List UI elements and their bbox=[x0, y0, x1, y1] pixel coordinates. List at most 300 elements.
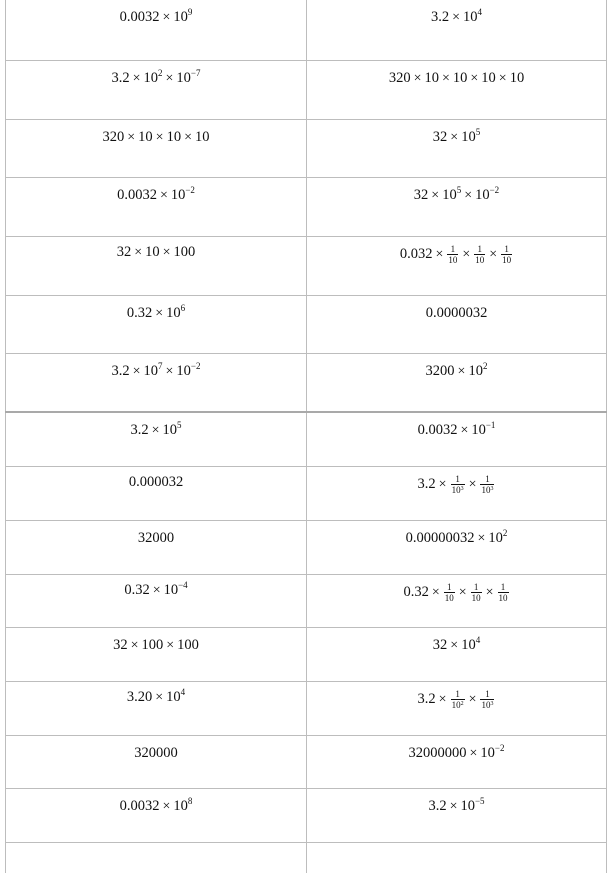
times-operator: × bbox=[441, 71, 450, 86]
power-term bbox=[442, 187, 461, 204]
left-card bbox=[5, 413, 306, 466]
term-base: 3200 bbox=[425, 363, 455, 379]
term-exponent: −2 bbox=[190, 361, 201, 371]
term-base: 3.20 bbox=[126, 689, 153, 705]
term-base: 10 bbox=[170, 187, 186, 203]
math-expression bbox=[400, 244, 513, 265]
math-expression bbox=[418, 474, 496, 495]
right-card bbox=[306, 682, 607, 735]
power-term bbox=[461, 637, 480, 654]
times-operator: × bbox=[431, 584, 440, 600]
times-operator: × bbox=[469, 746, 478, 761]
term-base: 10 bbox=[460, 798, 475, 814]
card-row bbox=[5, 178, 607, 237]
number-term bbox=[130, 422, 148, 439]
power-term bbox=[163, 422, 182, 439]
term-base: 10 bbox=[194, 129, 210, 145]
times-operator: × bbox=[449, 799, 458, 814]
term-exponent: 5 bbox=[475, 127, 481, 137]
term-base: 0.032 bbox=[399, 245, 433, 262]
fraction-term bbox=[451, 474, 465, 495]
term-base: 0.00000032 bbox=[405, 530, 475, 546]
number-term bbox=[113, 637, 128, 654]
times-operator: × bbox=[184, 130, 192, 145]
card-row bbox=[5, 237, 607, 296]
number-term bbox=[433, 129, 448, 146]
term-base: 320000 bbox=[134, 745, 178, 761]
math-expression bbox=[111, 70, 200, 87]
term-base: 10 bbox=[176, 363, 191, 379]
times-operator: × bbox=[450, 130, 459, 145]
times-operator: × bbox=[162, 245, 171, 260]
term-base: 10 bbox=[143, 70, 159, 86]
power-term bbox=[173, 798, 192, 815]
term-base: 10 bbox=[424, 70, 439, 86]
denominator-base: 10 bbox=[475, 255, 485, 265]
term-exponent: 2 bbox=[158, 68, 163, 78]
math-expression bbox=[124, 582, 187, 599]
card-row bbox=[5, 0, 607, 61]
math-expression bbox=[120, 798, 193, 815]
denominator-base: 10 bbox=[451, 700, 461, 710]
times-operator: × bbox=[151, 423, 160, 438]
left-card bbox=[5, 575, 306, 627]
denominator-exponent: 3 bbox=[490, 701, 494, 707]
left-card bbox=[5, 521, 306, 574]
term-base: 10 bbox=[488, 530, 503, 546]
times-operator: × bbox=[413, 71, 422, 86]
card-row bbox=[5, 467, 607, 521]
times-operator: × bbox=[450, 638, 459, 653]
term-base: 0.000032 bbox=[128, 474, 184, 490]
times-operator: × bbox=[460, 423, 469, 438]
denominator-base: 10 bbox=[471, 593, 481, 603]
right-card bbox=[306, 120, 607, 177]
math-expression bbox=[406, 530, 508, 547]
term-base: 3.2 bbox=[417, 475, 436, 492]
term-base: 0.0032 bbox=[417, 422, 458, 438]
right-card bbox=[306, 296, 607, 353]
term-exponent: 4 bbox=[180, 687, 186, 697]
math-expression bbox=[433, 129, 480, 146]
right-card bbox=[306, 467, 607, 520]
card-row bbox=[5, 354, 607, 413]
denominator-base: 10 bbox=[448, 255, 458, 265]
card-row bbox=[5, 736, 607, 789]
number-term bbox=[431, 9, 449, 26]
power-term bbox=[144, 363, 163, 380]
number-term bbox=[426, 363, 455, 380]
term-base: 10 bbox=[166, 305, 181, 321]
fraction-denominator bbox=[480, 699, 494, 710]
term-base: 10 bbox=[166, 689, 181, 705]
number-term bbox=[414, 187, 429, 204]
times-operator: × bbox=[489, 246, 498, 262]
number-term bbox=[481, 70, 496, 87]
card-row bbox=[5, 296, 607, 354]
times-operator: × bbox=[470, 71, 479, 86]
term-base: 32000 bbox=[137, 530, 175, 546]
fraction-numerator: 1 bbox=[485, 689, 490, 699]
times-operator: × bbox=[130, 638, 139, 653]
card-row bbox=[5, 413, 607, 467]
fraction-term bbox=[447, 244, 458, 265]
right-card bbox=[306, 628, 607, 681]
term-base: 100 bbox=[177, 637, 199, 653]
right-card bbox=[306, 0, 607, 60]
left-card bbox=[5, 354, 306, 411]
card-row bbox=[5, 628, 607, 682]
number-term bbox=[120, 9, 160, 26]
times-operator: × bbox=[155, 690, 164, 705]
number-term bbox=[195, 129, 210, 146]
fraction-denominator bbox=[501, 254, 512, 265]
math-expression bbox=[418, 689, 496, 710]
denominator-exponent: 3 bbox=[490, 486, 494, 492]
math-expression bbox=[403, 582, 509, 603]
term-base: 32000000 bbox=[408, 745, 467, 761]
times-operator: × bbox=[452, 10, 461, 25]
times-operator: × bbox=[127, 130, 136, 145]
denominator-base: 10 bbox=[498, 593, 508, 603]
number-term bbox=[117, 244, 132, 261]
number-term bbox=[403, 584, 428, 601]
math-expression bbox=[418, 422, 496, 439]
math-expression bbox=[431, 9, 482, 26]
term-base: 0.0032 bbox=[117, 187, 157, 203]
math-expression bbox=[117, 187, 195, 204]
power-term bbox=[176, 363, 200, 380]
term-base: 32 bbox=[432, 129, 448, 145]
card-row bbox=[5, 789, 607, 843]
term-base: 10 bbox=[162, 422, 178, 438]
term-exponent: 2 bbox=[482, 361, 488, 371]
times-operator: × bbox=[132, 364, 141, 379]
term-exponent: 5 bbox=[177, 420, 182, 430]
math-expression bbox=[414, 187, 499, 204]
term-base: 0.32 bbox=[126, 305, 153, 321]
power-term bbox=[488, 530, 507, 547]
right-card bbox=[306, 413, 607, 466]
fraction-term bbox=[471, 582, 482, 603]
number-term bbox=[103, 129, 125, 146]
card-row bbox=[5, 521, 607, 575]
times-operator: × bbox=[165, 71, 174, 86]
math-expression bbox=[120, 9, 193, 26]
power-term bbox=[171, 187, 195, 204]
denominator-base: 10 bbox=[502, 255, 512, 265]
fraction-numerator: 1 bbox=[504, 244, 509, 254]
fraction-term bbox=[498, 582, 509, 603]
math-expression bbox=[130, 422, 181, 439]
term-exponent: −5 bbox=[474, 796, 485, 806]
right-card bbox=[306, 178, 607, 236]
left-card bbox=[5, 789, 306, 842]
fraction-numerator: 1 bbox=[455, 474, 460, 484]
term-base: 10 bbox=[138, 129, 153, 145]
times-operator: × bbox=[162, 10, 171, 25]
term-exponent: 5 bbox=[456, 185, 462, 195]
term-exponent: −2 bbox=[489, 185, 500, 195]
term-base: 10 bbox=[480, 745, 495, 761]
fraction-numerator: 1 bbox=[446, 582, 452, 592]
number-term bbox=[433, 637, 448, 654]
expression-card-grid bbox=[5, 0, 607, 873]
power-term bbox=[468, 363, 487, 380]
times-operator: × bbox=[438, 691, 447, 707]
left-card bbox=[5, 178, 306, 236]
right-card bbox=[306, 354, 607, 411]
term-base: 10 bbox=[143, 363, 159, 379]
term-base: 100 bbox=[173, 244, 196, 260]
term-base: 10 bbox=[509, 70, 525, 86]
power-term bbox=[164, 582, 188, 599]
right-card bbox=[306, 789, 607, 842]
right-card bbox=[306, 843, 607, 873]
fraction-denominator bbox=[451, 484, 465, 495]
term-exponent: −7 bbox=[190, 68, 201, 78]
number-term bbox=[117, 187, 157, 204]
math-expression bbox=[426, 305, 488, 322]
number-term bbox=[453, 70, 468, 87]
fraction-denominator bbox=[474, 254, 485, 265]
term-base: 3.2 bbox=[428, 798, 447, 814]
card-row bbox=[5, 682, 607, 736]
times-operator: × bbox=[477, 531, 486, 546]
term-base: 32 bbox=[113, 637, 128, 653]
number-term bbox=[129, 474, 183, 491]
right-card bbox=[306, 61, 607, 119]
fraction-numerator: 1 bbox=[485, 474, 490, 484]
card-row bbox=[5, 575, 607, 628]
number-term bbox=[409, 745, 467, 762]
term-base: 0.32 bbox=[124, 582, 150, 598]
times-operator: × bbox=[468, 476, 477, 492]
number-term bbox=[389, 70, 411, 87]
times-operator: × bbox=[166, 638, 175, 653]
term-base: 10 bbox=[176, 70, 191, 86]
term-base: 10 bbox=[145, 244, 160, 260]
power-term bbox=[144, 70, 163, 87]
number-term bbox=[510, 70, 525, 87]
power-term bbox=[463, 9, 482, 26]
number-term bbox=[124, 582, 149, 599]
number-term bbox=[138, 129, 153, 146]
fraction-numerator: 1 bbox=[500, 582, 506, 592]
times-operator: × bbox=[165, 364, 174, 379]
times-operator: × bbox=[435, 246, 444, 262]
number-term bbox=[134, 745, 178, 762]
term-base: 10 bbox=[471, 422, 486, 438]
times-operator: × bbox=[162, 799, 171, 814]
fraction-denominator bbox=[451, 699, 465, 710]
math-expression bbox=[103, 129, 210, 146]
number-term bbox=[418, 476, 436, 493]
left-card bbox=[5, 682, 306, 735]
number-term bbox=[111, 363, 129, 380]
math-expression bbox=[389, 70, 524, 87]
term-exponent: 4 bbox=[477, 7, 483, 17]
power-term bbox=[471, 422, 495, 439]
fraction-term bbox=[451, 689, 465, 710]
term-base: 32 bbox=[432, 637, 448, 653]
fraction-denominator bbox=[471, 592, 482, 603]
fraction-numerator: 1 bbox=[455, 689, 460, 699]
term-exponent: −2 bbox=[494, 743, 505, 753]
term-base: 10 bbox=[173, 798, 188, 814]
term-base: 0.32 bbox=[403, 583, 429, 600]
term-base: 3.2 bbox=[111, 363, 130, 379]
times-operator: × bbox=[458, 584, 467, 600]
denominator-base: 10 bbox=[481, 485, 491, 495]
term-base: 320 bbox=[388, 70, 411, 86]
denominator-base: 10 bbox=[481, 700, 491, 710]
fraction-denominator bbox=[447, 254, 458, 265]
times-operator: × bbox=[134, 245, 143, 260]
math-expression bbox=[127, 305, 185, 322]
denominator-base: 10 bbox=[451, 485, 461, 495]
fraction-denominator bbox=[444, 592, 455, 603]
term-base: 3.2 bbox=[417, 690, 436, 707]
term-exponent: 9 bbox=[187, 7, 193, 17]
denominator-exponent: 2 bbox=[460, 701, 464, 707]
times-operator: × bbox=[159, 188, 168, 203]
number-term bbox=[426, 305, 488, 322]
math-expression bbox=[111, 363, 200, 380]
times-operator: × bbox=[152, 583, 161, 598]
term-base: 10 bbox=[481, 70, 496, 86]
term-base: 0.0032 bbox=[119, 9, 160, 25]
number-term bbox=[138, 530, 174, 547]
number-term bbox=[127, 689, 152, 706]
fraction-numerator: 1 bbox=[477, 244, 483, 254]
power-term bbox=[461, 129, 480, 146]
number-term bbox=[111, 70, 129, 87]
number-term bbox=[120, 798, 160, 815]
fraction-term bbox=[444, 582, 455, 603]
term-base: 10 bbox=[166, 129, 182, 145]
term-base: 10 bbox=[442, 187, 457, 203]
number-term bbox=[424, 70, 439, 87]
term-base: 32 bbox=[413, 187, 429, 203]
term-base: 0.0000032 bbox=[425, 305, 488, 321]
math-expression bbox=[129, 474, 183, 491]
right-card bbox=[306, 736, 607, 788]
times-operator: × bbox=[155, 306, 164, 321]
right-card bbox=[306, 575, 607, 627]
fraction-term bbox=[501, 244, 512, 265]
left-card bbox=[5, 736, 306, 788]
fraction-term bbox=[480, 689, 494, 710]
number-term bbox=[127, 305, 152, 322]
times-operator: × bbox=[462, 246, 471, 262]
right-card bbox=[306, 237, 607, 295]
number-term bbox=[418, 691, 436, 708]
left-card bbox=[5, 467, 306, 520]
number-term bbox=[406, 530, 475, 547]
term-base: 3.2 bbox=[130, 422, 149, 438]
times-operator: × bbox=[457, 364, 466, 379]
term-base: 10 bbox=[173, 9, 188, 25]
times-operator: × bbox=[438, 476, 447, 492]
term-base: 10 bbox=[452, 70, 468, 86]
term-base: 10 bbox=[475, 187, 490, 203]
left-card bbox=[5, 628, 306, 681]
left-card bbox=[5, 296, 306, 353]
times-operator: × bbox=[498, 71, 507, 86]
number-term bbox=[145, 244, 160, 261]
right-card bbox=[306, 521, 607, 574]
left-card bbox=[5, 61, 306, 119]
math-expression bbox=[138, 530, 174, 547]
math-expression bbox=[433, 637, 480, 654]
term-base: 10 bbox=[468, 363, 483, 379]
number-term bbox=[167, 129, 182, 146]
times-operator: × bbox=[468, 691, 477, 707]
left-card bbox=[5, 120, 306, 177]
fraction-numerator: 1 bbox=[450, 244, 456, 254]
number-term bbox=[428, 798, 446, 815]
term-exponent: −4 bbox=[178, 580, 188, 590]
math-expression bbox=[428, 798, 484, 815]
number-term bbox=[174, 244, 196, 261]
power-term bbox=[480, 745, 504, 762]
fraction-term bbox=[474, 244, 485, 265]
term-base: 10 bbox=[163, 582, 179, 598]
times-operator: × bbox=[464, 188, 473, 203]
card-row bbox=[5, 120, 607, 178]
denominator-exponent: 3 bbox=[460, 486, 464, 492]
number-term bbox=[400, 246, 433, 263]
power-term bbox=[166, 305, 185, 322]
fraction-denominator bbox=[498, 592, 509, 603]
math-expression bbox=[113, 637, 199, 654]
math-expression bbox=[117, 244, 196, 261]
power-term bbox=[166, 689, 185, 706]
fraction-numerator: 1 bbox=[473, 582, 479, 592]
power-term bbox=[176, 70, 200, 87]
term-base: 10 bbox=[461, 129, 476, 145]
term-base: 3.2 bbox=[111, 70, 130, 86]
term-base: 320 bbox=[102, 129, 125, 145]
power-term bbox=[173, 9, 192, 26]
term-exponent: 4 bbox=[475, 635, 481, 645]
term-exponent: −1 bbox=[485, 420, 496, 430]
times-operator: × bbox=[155, 130, 164, 145]
math-expression bbox=[426, 363, 488, 380]
number-term bbox=[418, 422, 458, 439]
left-card bbox=[5, 0, 306, 60]
term-exponent: 8 bbox=[187, 796, 193, 806]
term-exponent: −2 bbox=[185, 185, 195, 195]
number-term bbox=[177, 637, 199, 654]
term-exponent: 6 bbox=[180, 303, 186, 313]
denominator-base: 10 bbox=[444, 593, 454, 603]
term-base: 0.0032 bbox=[119, 798, 160, 814]
math-expression bbox=[127, 689, 185, 706]
fraction-denominator bbox=[480, 484, 494, 495]
fraction-term bbox=[480, 474, 494, 495]
power-term bbox=[460, 798, 484, 815]
power-term bbox=[475, 187, 499, 204]
term-base: 10 bbox=[463, 9, 478, 25]
left-card bbox=[5, 237, 306, 295]
times-operator: × bbox=[431, 188, 440, 203]
term-base: 32 bbox=[116, 244, 132, 260]
math-expression bbox=[134, 745, 178, 762]
term-exponent: 7 bbox=[158, 361, 163, 371]
card-row bbox=[5, 843, 607, 873]
